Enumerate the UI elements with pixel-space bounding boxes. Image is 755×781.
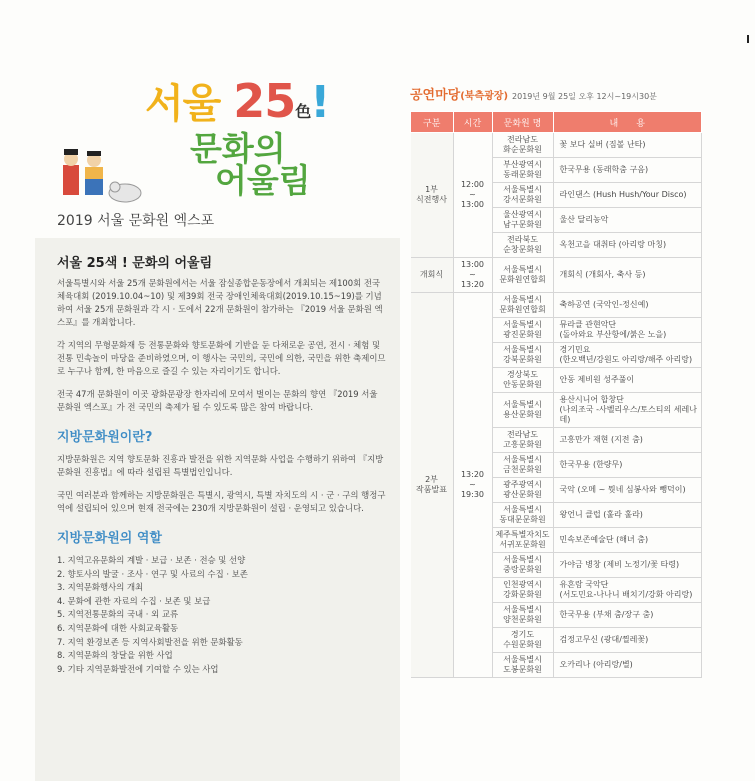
content-cell: 경기민요 (한오백년/강원도 아리랑/해주 아리랑) xyxy=(553,343,702,368)
list-item: 3. 지역문화행사의 개최 xyxy=(57,582,144,593)
part-cell: 2부 작품발표 xyxy=(411,293,454,678)
org-cell: 전라북도 순창문화원 xyxy=(492,233,553,258)
table-header-row xyxy=(411,112,702,133)
org-cell: 경기도 수원문화원 xyxy=(492,628,553,653)
org-cell: 제주특별자치도 서귀포문화원 xyxy=(492,528,553,553)
content-cell: 용산시니어 합창단 (나의조국 -사벨리우스/토스티의 세레나데) xyxy=(553,393,702,428)
intro-heading: 서울 25색 ! 문화의 어울림 xyxy=(57,256,213,271)
content-cell: 축하공연 (국악인-정신예) xyxy=(553,293,702,318)
title-line-3: 어울림 xyxy=(215,161,311,200)
list-item: 4. 문화에 관한 자료의 수집 · 보존 및 보급 xyxy=(57,595,211,606)
header-part: 구분 xyxy=(411,112,454,133)
time-cell: 13:20 ~ 19:30 xyxy=(453,293,492,678)
org-cell: 인천광역시 강화문화원 xyxy=(492,578,553,603)
org-cell: 울산광역시 남구문화원 xyxy=(492,208,553,233)
content-cell: 개회식 (개회사, 축사 등) xyxy=(553,258,702,293)
list-item: 2. 향토사의 발굴 · 조사 · 연구 및 사료의 수집 · 보존 xyxy=(57,568,248,579)
org-cell: 서울특별시 강북문화원 xyxy=(492,343,553,368)
org-cell: 전라남도 고흥문화원 xyxy=(492,428,553,453)
intro-paragraph: 서울특별시와 서울 25개 문화원에서는 서울 잠실종합운동장에서 개최되는 제100회 전국체육대회 (2019.10.04~10) 및 제39회 전국 장애인체육대회(2019.10.15~19)를 기념하여 서울 25개 문화원과 각 시 · 도에서 22개 문화원이 참가하는 『2019 서울 문화원 엑스포』를 개최합니다. xyxy=(57,278,383,327)
list-item: 7. 지역 환경보존 등 지역사회발전을 위한 문화활동 xyxy=(57,636,243,647)
schedule-title xyxy=(410,84,702,103)
list-item: 5. 지역전통문화의 국내 · 외 교류 xyxy=(57,609,179,620)
org-cell: 서울특별시 용산문화원 xyxy=(492,393,553,428)
content-cell: 라인댄스 (Hush Hush/Your Disco) xyxy=(553,183,702,208)
part-cell: 1부 식전행사 xyxy=(411,133,454,258)
title-line-1 xyxy=(145,72,329,129)
list-item: 9. 기타 지역문화발전에 기여할 수 있는 사업 xyxy=(57,663,219,674)
content-cell: 왕언니 클럽 (훌라 훌라) xyxy=(553,503,702,528)
schedule-date: 2019년 9월 25일 오후 12시~19시30분 xyxy=(512,92,657,101)
content-cell: 고흥만가 재현 (지전 춤) xyxy=(553,428,702,453)
hero-title xyxy=(55,60,400,210)
content-cell: 울산 달리농악 xyxy=(553,208,702,233)
expo-subtitle: 2019 서울 문화원 엑스포 xyxy=(57,213,215,229)
content-cell: 안동 제비원 성주풀이 xyxy=(553,368,702,393)
schedule-table xyxy=(410,111,702,678)
org-cell: 서울특별시 동대문문화원 xyxy=(492,503,553,528)
header-org: 문화원 명 xyxy=(492,112,553,133)
org-cell: 서울특별시 광진문화원 xyxy=(492,318,553,343)
content-cell: 가야금 병창 (제비 노정기/꽃 타령) xyxy=(553,553,702,578)
intro-paragraph: 각 지역의 무형문화재 등 전통문화와 향토문화에 기반을 둔 다채로운 공연, 전시 · 체험 및 전통 민속놀이 마당을 준비하였으며, 이 행사는 국민의, 국민에 의한, 국민을 위한 축제이므로 누구나 함께, 한 마음으로 즐길 수 있는 자리이기도 합니다. xyxy=(57,340,386,376)
table-row xyxy=(411,258,702,293)
content-cell: 민속보존예술단 (해녀 춤) xyxy=(553,528,702,553)
intro-paragraph: 전국 47개 문화원이 이곳 광화문광장 한자리에 모여서 벌이는 문화의 향연 『2019 서울 문화원 엑스포』가 전 국민의 축제가 될 수 있도록 많은 참여 바랍니다. xyxy=(57,389,378,412)
list-item: 1. 지역고유문화의 계발 · 보급 · 보존 · 전승 및 선양 xyxy=(57,555,246,565)
title-line-2: 문화의 xyxy=(190,129,286,168)
content-cell: 검정고무신 (광대/찔레꽃) xyxy=(553,628,702,653)
content-cell: 뮤라클 관현악단 (돌아와요 부산항에/붉은 노을) xyxy=(553,318,702,343)
traditional-figures-illustration xyxy=(55,145,165,205)
content-cell: 옥천고을 대취타 (아리랑 마칭) xyxy=(553,233,702,258)
header-content: 내 용 xyxy=(553,112,702,133)
table-row xyxy=(411,293,702,318)
content-cell: 유흔람 국악단 (서도민요-나나니 배치기/강화 아리랑) xyxy=(553,578,702,603)
org-cell: 서울특별시 양천문화원 xyxy=(492,603,553,628)
part-cell: 개회식 xyxy=(411,258,454,293)
content-cell: 꽃 보다 실버 (짐볼 난타) xyxy=(553,133,702,158)
content-cell: 한국무용 (동래학춤 구음) xyxy=(553,158,702,183)
role-heading: 지방문화원의 역할 xyxy=(57,531,162,546)
org-cell: 전라남도 화순문화원 xyxy=(492,133,553,158)
org-cell: 부산광역시 동래문화원 xyxy=(492,158,553,183)
header-time: 시간 xyxy=(453,112,492,133)
org-cell: 서울특별시 금천문화원 xyxy=(492,453,553,478)
content-cell: 한국무용 (부채 춤/장구 춤) xyxy=(553,603,702,628)
title-seoul: 서울 xyxy=(145,81,221,127)
org-cell: 서울특별시 문화원연합회 xyxy=(492,293,553,318)
schedule-section xyxy=(410,84,702,678)
content-cell: 오카리나 (아리랑/별) xyxy=(553,653,702,678)
list-item: 6. 지역문화에 대한 사회교육활동 xyxy=(57,622,179,633)
schedule-title-main: 공연마당 xyxy=(410,88,461,103)
content-cell: 한국무용 (한량무) xyxy=(553,453,702,478)
list-item: 8. 지역문화의 창달을 위한 사업 xyxy=(57,650,173,661)
org-cell: 서울특별시 문화원연합회 xyxy=(492,258,553,293)
what-paragraph: 지방문화원은 지역 향토문화 진흥과 발전을 위한 지역문화 사업을 수행하기 위하여 『지방문화원 진흥법』에 따라 설립된 특별법인입니다. xyxy=(57,454,384,477)
info-box xyxy=(35,238,400,781)
title-color-char: 色 xyxy=(295,102,311,121)
left-column xyxy=(55,60,400,781)
what-paragraph: 국민 여러분과 함께하는 지방문화원은 특별시, 광역시, 특별 자치도의 시 · 군 · 구의 행정구역에 설립되어 있으며 현재 전국에는 230개 지방문화원이 설립 · 운영되고 있습니다. xyxy=(57,490,386,513)
page-corner-mark xyxy=(747,35,749,43)
table-row xyxy=(411,133,702,158)
time-cell: 13:00 ~ 13:20 xyxy=(453,258,492,293)
org-cell: 서울특별시 강서문화원 xyxy=(492,183,553,208)
org-cell: 경상북도 안동문화원 xyxy=(492,368,553,393)
title-exclaim: ! xyxy=(310,77,330,128)
time-cell: 12:00 ~ 13:00 xyxy=(453,133,492,258)
content-cell: 국악 (오메 ~ 뭣네 심봉사와 뺑덕이) xyxy=(553,478,702,503)
org-cell: 서울특별시 중랑문화원 xyxy=(492,553,553,578)
title-number: 25 xyxy=(233,74,296,128)
org-cell: 서울특별시 도봉문화원 xyxy=(492,653,553,678)
org-cell: 광주광역시 광산문화원 xyxy=(492,478,553,503)
schedule-body xyxy=(411,133,702,678)
schedule-title-sub: (북측광장) xyxy=(460,91,509,102)
role-list xyxy=(57,554,388,676)
what-heading: 지방문화원이란? xyxy=(57,430,153,445)
